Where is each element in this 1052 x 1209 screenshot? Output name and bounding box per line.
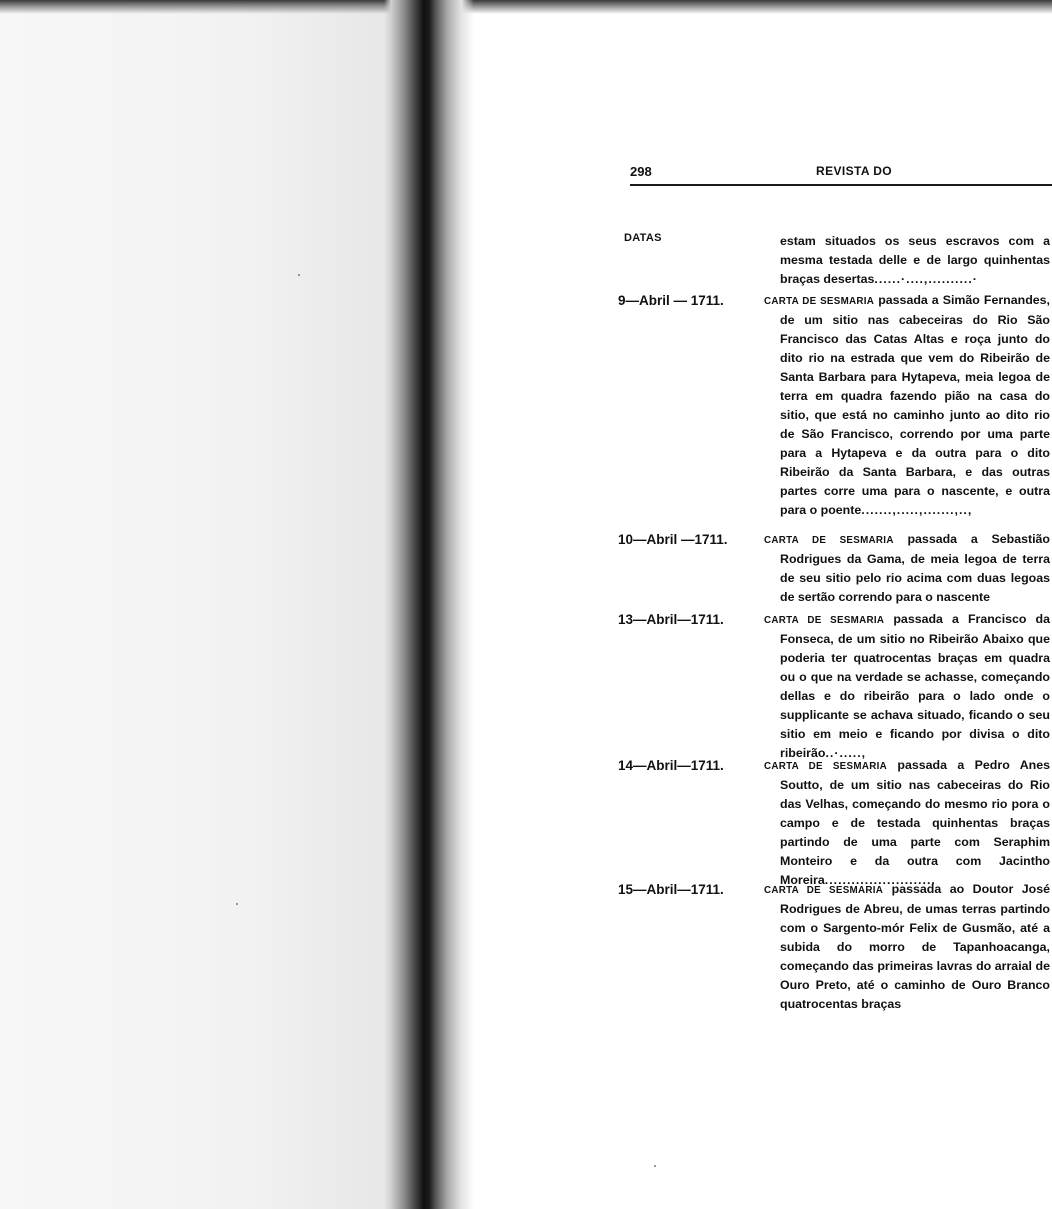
entry-heading: CARTA DE SESMARIA [764,885,884,896]
entry-text: CARTA DE SESMARIA passada a Pedro Anes Soutto, de um sitio nas cabeceiras do Rio das Velhas, começando do mesmo rio pora o campo e de testada quinhentas braças partindo de uma parte com Seraphim Monteiro e da outra com Jacintho Moreira......................... [764,758,1050,887]
page-number: 298 [630,164,652,179]
entry-date: 9—Abril — 1711. [618,293,724,308]
entry-date: 13—Abril—1711. [618,612,724,627]
entry-text: CARTA DE SESMARIA passada a Sebastião Rodrigues da Gama, de meia legoa de terra de seu sitio pelo rio acima com duas legoas de sertão correndo para o nascente [764,532,1051,604]
top-edge-shadow [0,0,1052,14]
paper-speck [236,903,238,905]
entry-heading: CARTA DE SESMARIA [764,615,885,626]
entry-heading: CARTA DE SESMARIA [764,761,887,772]
entry-heading: CARTA DE SESMARIA [764,296,875,307]
entry-date: 14—Abril—1711. [618,758,724,773]
running-head: REVISTA DO [816,164,893,178]
dot-leader: ......................... [824,873,936,887]
entry-date: 10—Abril —1711. [618,532,728,547]
dot-leader: ..·....., [825,746,867,760]
entry-text: CARTA DE SESMARIA passada ao Doutor José Rodrigues de Abreu, de umas terras partindo com o Sargento-mór Felix de Gusmão, até a subida do morro de Tapanhoacanga, começando das primeiras lavras do arraial de Ouro Preto, até o caminho de Ouro Branco quatrocentas braças [764,882,1050,1011]
left-blank-page [0,0,400,1209]
entry-text: estam situados os seus escravos com a mesma testada delle e de largo quinhentas braças desertas......·....,..........· [780,234,1050,286]
page-header [630,162,1052,186]
entry-heading: CARTA DE SESMARIA [764,535,894,546]
dates-column-label: DATAS [624,232,662,244]
paper-speck [654,1165,656,1167]
paper-speck [298,274,300,276]
dot-leader: ......·....,..........· [874,272,978,286]
entry-text: CARTA DE SESMARIA passada a Simão Fernandes, de um sitio nas cabeceiras do Rio São Francisco das Catas Altas e roça junto do dito rio na estrada que vem do Ribeirão de Santa Barbara para Hytapeva, meia legoa de terra em quadra fazendo pião na casa do sitio, que está no caminho junto ao dito rio de São Francisco, correndo por uma parte para a Hytapeva e da outra para o dito Ribeirão da Santa Barbara, e das outras partes corre uma para o nascente, e outra para o poente.......,.....,.......,.., [764,293,1050,517]
dot-leader: .......,.....,.......,.., [861,503,973,517]
entry-text: CARTA DE SESMARIA passada a Francisco da Fonseca, de um sitio no Ribeirão Abaixo que poderia ter quatrocentas braças em quadra ou o que na verdade se achasse, começando dellas e do ribeirão para o lado onde o supplicante se achava situado, ficando o seu sitio em meio e ficando por divisa o dito ribeirão..·....., [764,612,1051,760]
entry-date: 15—Abril—1711. [618,882,724,897]
book-spine-gutter [384,0,474,1209]
